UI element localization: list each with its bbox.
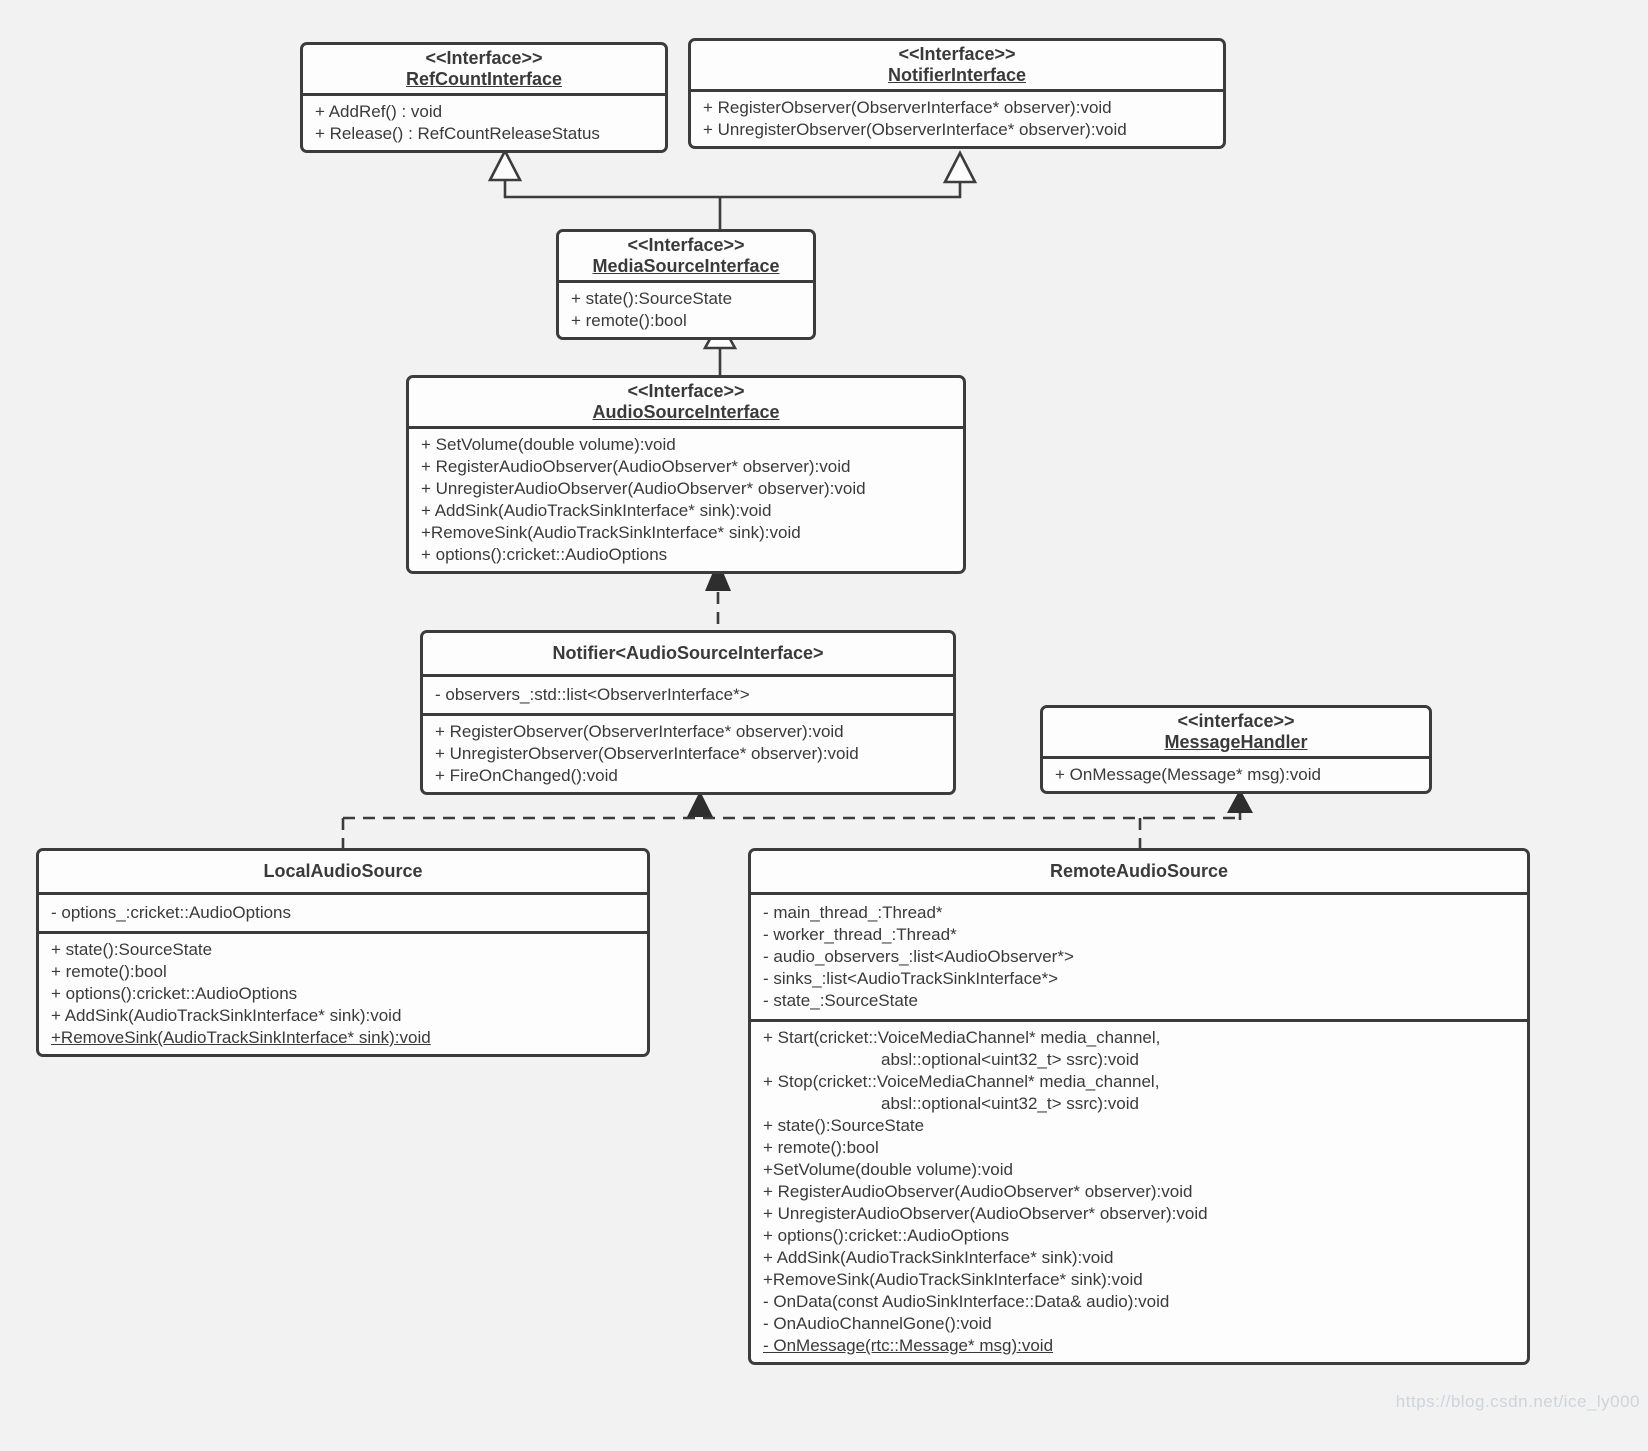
method-row: + AddRef() : void: [315, 102, 443, 121]
method-row: + FireOnChanged():void: [435, 766, 618, 785]
attribute-row: - observers_:std::list<ObserverInterface*>: [435, 685, 750, 704]
method-row: + AddSink(AudioTrackSinkInterface* sink):void: [421, 501, 772, 520]
hollow-triangle-arrowhead: [945, 153, 975, 182]
class-box-messagehandler: [1040, 705, 1432, 794]
class-header: [1043, 708, 1429, 756]
method-row: + RegisterAudioObserver(AudioObserver* observer):void: [421, 457, 851, 476]
method-row: +RemoveSink(AudioTrackSinkInterface* sink):void: [763, 1270, 1143, 1289]
stereotype-label: <<Interface>>: [898, 44, 1016, 64]
method-row: + AddSink(AudioTrackSinkInterface* sink):void: [51, 1006, 402, 1025]
methods-section: [409, 426, 963, 571]
method-row: + AddSink(AudioTrackSinkInterface* sink):void: [763, 1248, 1114, 1267]
class-name: MessageHandler: [1164, 732, 1308, 752]
method-row: + UnregisterAudioObserver(AudioObserver* observer):void: [421, 479, 866, 498]
attribute-row: - sinks_:list<AudioTrackSinkInterface*>: [763, 969, 1059, 988]
attribute-row: - options_:cricket::AudioOptions: [51, 903, 292, 922]
class-name: RemoteAudioSource: [1049, 861, 1229, 881]
method-row: - OnAudioChannelGone():void: [763, 1314, 992, 1333]
attributes-section: [751, 892, 1527, 1019]
method-row: - OnData(const AudioSinkInterface::Data& audio):void: [763, 1292, 1170, 1311]
methods-section: [691, 89, 1223, 146]
method-row: + options():cricket::AudioOptions: [51, 984, 298, 1003]
method-row: + Start(cricket::VoiceMediaChannel* media_channel,: [763, 1028, 1161, 1047]
class-header: [303, 45, 665, 93]
attribute-row: - worker_thread_:Thread*: [763, 925, 957, 944]
methods-section: [559, 280, 813, 337]
method-row: + RegisterObserver(ObserverInterface* observer):void: [703, 98, 1112, 117]
method-row: + remote():bool: [763, 1138, 879, 1157]
class-name: RefCountInterface: [405, 69, 562, 89]
method-row: + options():cricket::AudioOptions: [763, 1226, 1010, 1245]
class-name: Notifier<AudioSourceInterface>: [552, 643, 824, 663]
method-row: + OnMessage(Message* msg):void: [1055, 765, 1321, 784]
method-row: + Stop(cricket::VoiceMediaChannel* media_channel,: [763, 1072, 1160, 1091]
stereotype-label: <<interface>>: [1177, 711, 1295, 731]
watermark: https://blog.csdn.net/ice_ly000: [1395, 1392, 1640, 1411]
method-row: + UnregisterObserver(ObserverInterface* observer):void: [703, 120, 1127, 139]
method-row: + remote():bool: [571, 311, 687, 330]
class-box-audiosourceinterface: [406, 375, 966, 574]
method-row: +RemoveSink(AudioTrackSinkInterface* sink):void: [421, 523, 801, 542]
class-box-notifier-audiosourceinterface: [420, 630, 956, 795]
method-row: +SetVolume(double volume):void: [763, 1160, 1013, 1179]
class-box-remoteaudiosource: [748, 848, 1530, 1365]
attribute-row: - state_:SourceState: [763, 991, 918, 1010]
method-row: + UnregisterAudioObserver(AudioObserver* observer):void: [763, 1204, 1208, 1223]
attributes-section: [423, 674, 953, 713]
method-row: - OnMessage(rtc::Message* msg):void: [763, 1336, 1054, 1355]
methods-section: [751, 1019, 1527, 1362]
stereotype-label: <<Interface>>: [425, 48, 543, 68]
class-box-mediasourceinterface: [556, 229, 816, 340]
method-row: + state():SourceState: [571, 289, 733, 308]
methods-section: [303, 93, 665, 150]
class-name: LocalAudioSource: [263, 861, 423, 881]
hollow-triangle-arrowhead: [490, 151, 520, 180]
stereotype-label: <<Interface>>: [627, 381, 745, 401]
methods-section: [423, 713, 953, 792]
method-row: + UnregisterObserver(ObserverInterface* observer):void: [435, 744, 859, 763]
class-name: AudioSourceInterface: [592, 402, 780, 422]
attributes-section: [39, 892, 647, 931]
method-row: + SetVolume(double volume):void: [421, 435, 676, 454]
methods-section: [39, 931, 647, 1054]
class-header: [751, 851, 1527, 892]
method-row: + Release() : RefCountReleaseStatus: [315, 124, 600, 143]
class-header: [423, 633, 953, 674]
class-name: MediaSourceInterface: [592, 256, 780, 276]
method-row: +RemoveSink(AudioTrackSinkInterface* sink):void: [51, 1028, 431, 1047]
class-header: [409, 378, 963, 426]
class-box-refcountinterface: [300, 42, 668, 153]
stereotype-label: <<Interface>>: [627, 235, 745, 255]
class-name: NotifierInterface: [887, 65, 1027, 85]
attribute-row: - main_thread_:Thread*: [763, 903, 943, 922]
class-box-localaudiosource: [36, 848, 650, 1057]
class-header: [39, 851, 647, 892]
class-header: [559, 232, 813, 280]
methods-section: [1043, 756, 1429, 791]
class-box-notifierinterface: [688, 38, 1226, 149]
method-row: + state():SourceState: [51, 940, 213, 959]
method-row: + RegisterObserver(ObserverInterface* observer):void: [435, 722, 844, 741]
class-header: [691, 41, 1223, 89]
method-row: + options():cricket::AudioOptions: [421, 545, 668, 564]
method-row: + RegisterAudioObserver(AudioObserver* observer):void: [763, 1182, 1193, 1201]
method-row: + state():SourceState: [763, 1116, 925, 1135]
method-row: + remote():bool: [51, 962, 167, 981]
method-row: absl::optional<uint32_t> ssrc):void: [881, 1050, 1139, 1069]
method-row: absl::optional<uint32_t> ssrc):void: [881, 1094, 1139, 1113]
attribute-row: - audio_observers_:list<AudioObserver*>: [763, 947, 1074, 966]
